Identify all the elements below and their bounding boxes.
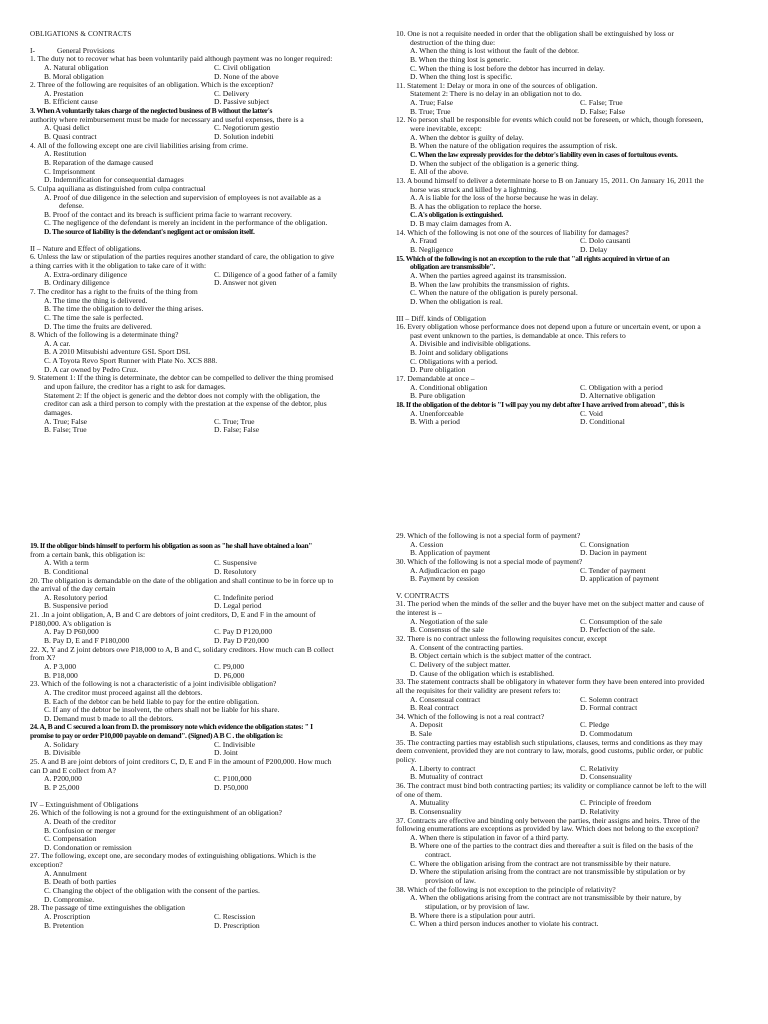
option: C. Changing the object of the obligation with the consent of the parties. <box>44 886 260 895</box>
options: A. P200,000 C. P100,000 <box>44 775 252 784</box>
option: D. A car owned by Pedro Cruz. <box>44 365 139 374</box>
options: B. Sale D. Commodatum <box>410 730 633 739</box>
page-1-right-column <box>396 30 746 427</box>
question-15: 15. Which of the following is not an exception to the rule that "all rights acquired in virtue of an <box>396 254 670 263</box>
option: C. A Toyota Revo Sport Runner with Plate No. XCS 888. <box>44 357 218 366</box>
option: B. When the law prohibits the transmission of rights. <box>410 280 570 289</box>
option: B. Where one of the parties to the contract dies and thereafter a suit is filed on the basis of the <box>410 842 693 851</box>
options: A. Prestation C. Delivery <box>44 89 250 98</box>
question-24-continued: promise to pay or order P10,000 payable on demand". (Signed) A B C . the obligation is: <box>30 732 283 741</box>
option: B. Each of the debtor can be held liable to pay for the entire obligation. <box>44 697 260 706</box>
section-heading: II – Nature and Effect of obligations. <box>30 244 142 253</box>
question-32: 32. There is no contract unless the following requisites concur, except <box>396 635 607 644</box>
question-25: 25. A and B are joint debtors of joint creditors C, D, E and F in the amount of P200,000. How much <box>30 758 332 767</box>
question-34: 34. Which of the following is not a real contract? <box>396 712 545 721</box>
option: C. If any of the debtor be insolvent, the others shall not be liable for his share. <box>44 706 280 715</box>
option: D. When the thing lost is specific. <box>410 73 513 82</box>
options: B. Consensus of the sale D. Perfection of the sale. <box>410 626 656 635</box>
question-31: 31. The period when the minds of the seller and the buyer have met on the subject matter and cause of <box>396 600 705 609</box>
question-8: 8. Which of the following is a determinate thing? <box>30 331 179 340</box>
document-page-2 <box>0 512 768 1024</box>
question-30: 30. Which of the following is not a special mode of payment? <box>396 557 583 566</box>
page-2-right-column <box>396 532 746 929</box>
question-11: 11. Statement 1: Delay or mora in one of the sources of obligation. <box>396 81 598 90</box>
options: B. Divisible D. Joint <box>44 749 238 758</box>
options: B. Moral obligation D. None of the above <box>44 72 279 81</box>
option: A. Restitution <box>44 150 87 159</box>
question-13-continued: horse was struck and killed by a lightning. <box>410 185 538 194</box>
question-17: 17. Demandable at once – <box>396 374 475 383</box>
question-31-continued: the interest is – <box>396 609 442 618</box>
question-12-continued: were inevitable, except: <box>410 125 482 134</box>
option: B. A has the obligation to replace the horse. <box>410 202 542 211</box>
option: D. The source of liability is the defendant's negligent act or omission itself. <box>44 228 255 237</box>
options: B. True; True D. False; False <box>410 107 626 116</box>
question-20: 20. The obligation is demandable on the date of the obligation and shall continue to be in force up to <box>30 576 334 585</box>
option: D. Cause of the obligation which is established. <box>410 669 554 678</box>
option: D. When the obligation is real. <box>410 297 503 306</box>
option: A. The creditor must proceed against all the debtors. <box>44 688 203 697</box>
question-21: 21. .In a joint obligation, A, B and C are debtors of joint creditors, D, E and F in the amount of <box>30 611 316 620</box>
option: D. When the subject of the obligation is a generic thing. <box>410 159 579 168</box>
question-16-continued: past event unknown to the parties, is demandable at once. This refers to <box>410 331 626 340</box>
options: A. Negotiation of the sale C. Consumption of the sale <box>410 617 663 626</box>
question-38: 38. Which of the following is not exception to the principle of relativity? <box>396 885 616 894</box>
question-27-continued: exception? <box>30 861 63 870</box>
question-15-continued: obligation are transmissible". <box>410 263 495 272</box>
option: A. Annulment <box>44 869 87 878</box>
question-6: 6. Unless the law or stipulation of the parties requires another standard of care, the obligation to give <box>30 253 335 262</box>
option: A. When the obligations arising from the contract are not transmissible by their nature, by <box>410 894 682 903</box>
question-7: 7. The creditor has a right to the fruits of the thing from <box>30 287 198 296</box>
question-22: 22. X, Y and Z joint debtors owe P18,000 to A, B and C, solidary creditors. How much can B collect <box>30 645 334 654</box>
option: B. When the thing lost is generic. <box>410 55 511 64</box>
option: B. Confusion or merger <box>44 826 116 835</box>
options: B. Mutuality of contract D. Consensuality <box>410 773 632 782</box>
option: stipulation, or by provision of law. <box>425 902 530 911</box>
question-9-continued: and upon failure, the creditor has a right to ask for damages. <box>44 382 226 391</box>
question-16: 16. Every obligation whose performance does not depend upon a future or uncertain event, or upon a <box>396 323 701 332</box>
option: A. When the parties agreed against its transmission. <box>410 271 567 280</box>
options: A. Liberty to contract C. Relativity <box>410 764 619 773</box>
options: A. Unenforceable C. Void <box>410 409 603 418</box>
option: B. Where there is a stipulation pour autri. <box>410 911 535 920</box>
options: B. Application of payment D. Dacion in payment <box>410 549 647 558</box>
options: B. Ordinary diligence D. Answer not given <box>44 279 277 288</box>
option: provision of law. <box>425 876 476 885</box>
question-35-continued: deem convenient, provided they are not contrary to law, morals, good customs, public order, or public <box>396 747 704 756</box>
option: C. The time the sale is perfected. <box>44 313 144 322</box>
option: C. When the law expressly provides for the debtor's liability even in cases of fortuitous events. <box>410 150 678 159</box>
page-1-left-column <box>30 30 382 435</box>
option: D. B may claim damages from A. <box>410 220 512 229</box>
option: D. Compromise. <box>44 895 95 904</box>
question-37-continued: following enumerations are exceptions as provided by law. Which does not belong to the exception? <box>396 825 699 834</box>
option: D. Condonation or remission <box>44 843 132 852</box>
options: A. True; False C. False; True <box>410 99 623 108</box>
options: B. With a period D. Conditional <box>410 418 625 427</box>
options: B. Quasi contract D. Solution indebiti <box>44 133 274 142</box>
option: C. Imprisonment <box>44 167 96 176</box>
option: B. Object certain which is the subject matter of the contract. <box>410 652 592 661</box>
question-35: 35. The contracting parties may establish such stipulations, clauses, terms and conditions as they may <box>396 738 703 747</box>
section-heading: III – Diff. kinds of Obligation <box>396 314 486 323</box>
question-10: 10. One is not a requisite needed in order that the obligation shall be extinguished by loss or <box>396 30 674 38</box>
options: B. Payment by cession D. application of payment <box>410 575 659 584</box>
question-20-continued: the arrival of the day certain <box>30 585 116 594</box>
question-33: 33. The statement contracts shall be obligatory in whatever form they have been entered into provided <box>396 678 705 687</box>
options: A. Natural obligation C. Civil obligation <box>44 63 271 72</box>
section-heading: I- General Provisions <box>30 46 115 55</box>
options: B. Real contract D. Formal contract <box>410 704 638 713</box>
question-23: 23. Which of the following is not a characteristic of a joint indivisible obligation? <box>30 680 277 689</box>
options: B. Efficient cause D. Passive subject <box>44 98 270 107</box>
question-9-continued: creditor can ask a third person to comply with the prestation at the expense of the debtor, plus <box>44 400 327 409</box>
question-3: 3. When A voluntarily takes charge of the neglected business of B without the latter's <box>30 107 273 116</box>
question-19: 19. If the obligor binds himself to perform his obligation as soon as "he shall have obtained a loan" <box>30 542 313 550</box>
option: C. The negligence of the defendant is merely an incident in the performance of the obligation. <box>44 219 328 228</box>
options: A. Quasi delict C. Negotiorum gestio <box>44 124 280 133</box>
question-11-continued: Statement 2: There is no delay in an obligation not to do. <box>410 90 582 99</box>
options: B. Conditional D. Resolutory <box>44 567 257 576</box>
option: D. Demand must b made to all the debtors. <box>44 714 174 723</box>
option: C. Obligations with a period. <box>410 357 498 366</box>
options: B. Consensuality D. Relativity <box>410 807 619 816</box>
page-2-left-column <box>30 542 382 930</box>
option: A. When there is stipulation in favor of a third party. <box>410 833 569 842</box>
question-27: 27. The following, except one, are secondary modes of extinguishing obligations. Which is the <box>30 852 316 861</box>
options: B. Negligence D. Delay <box>410 246 608 255</box>
option: C. Where the obligation arising from the contract are not transmissible by their nature. <box>410 859 671 868</box>
option: B. When the nature of the obligation requires the assumption of risk. <box>410 142 618 151</box>
option: E. All of the above. <box>410 168 469 177</box>
option: A. Divisible and indivisible obligations. <box>410 340 531 349</box>
question-9-continued: damages. <box>44 408 73 417</box>
options: A. Deposit C. Pledge <box>410 721 610 730</box>
option: D. The time the fruits are delivered. <box>44 322 152 331</box>
options: B. Pretention D. Prescription <box>44 921 260 930</box>
options: A. Pay D P60,000 C. Pay D P120,000 <box>44 628 273 637</box>
option: B. Joint and solidary obligations <box>410 349 508 358</box>
question-25-continued: can D and E collect from A? <box>30 766 116 775</box>
question-37: 37. Contracts are effective and binding only between the parties, their assigns and heirs. Three of the <box>396 816 700 825</box>
question-5: 5. Culpa aquiliana as distinguished from culpa contractual <box>30 184 206 193</box>
options: B. P 25,000 D. P50,000 <box>44 783 249 792</box>
option: contract. <box>425 851 452 860</box>
document-title: OBLIGATIONS & CONTRACTS <box>30 30 132 38</box>
options: A. Resolutory period C. Indefinite period <box>44 593 274 602</box>
question-13: 13. A bound himself to deliver a determinate horse to B on January 15, 2011. On January 16, 2011 the <box>396 176 704 185</box>
options: A. Mutuality C. Principle of freedom <box>410 799 652 808</box>
option: A. Proof of due diligence in the selection and supervision of employees is not available as a <box>44 193 321 202</box>
option: A. Consent of the contracting parties. <box>410 643 523 652</box>
question-10-continued: destruction of the thing due: <box>410 38 496 47</box>
question-14: 14. Which of the following is not one of the sources of liability for damages? <box>396 228 629 237</box>
question-22-continued: from X? <box>30 654 56 663</box>
question-35-continued: policy. <box>396 756 417 765</box>
question-33-continued: all the requisites for their validity are present refers to: <box>396 686 561 695</box>
option: defense. <box>59 202 84 211</box>
option: B. Proof of the contact and its breach is sufficient prima facie to warrant recovery. <box>44 210 292 219</box>
options: A. Fraud C. Dolo causanti <box>410 237 631 246</box>
options: A. Proscription C. Rescission <box>44 912 256 921</box>
question-21-continued: P180,000. A's obligation is <box>30 619 112 628</box>
option: D. Indemnification for consequential damages <box>44 176 184 185</box>
option: A. Death of the creditor <box>44 817 116 826</box>
option: C. Delivery of the subject matter. <box>410 660 511 669</box>
question-18: 18. If the obligation of the debtor is "I will pay you my debt after I have arrived from abroad", this is <box>396 400 685 409</box>
option: C. When the thing is lost before the debtor has incurred in delay. <box>410 64 605 73</box>
option: D. Pure obligation <box>410 366 466 375</box>
question-36-continued: of one of them. <box>396 790 443 799</box>
options: A. Extra-ordinary diligence C. Diligence of a good father of a family <box>44 270 338 279</box>
option: B. Reparation of the damage caused <box>44 158 153 167</box>
options: B. Pay D, E and F P180,000 D. Pay D P20,000 <box>44 637 269 646</box>
options: A. Consensual contract C. Solemn contract <box>410 695 639 704</box>
option: C. When the nature of the obligation is purely personal. <box>410 289 578 298</box>
option: B. A 2010 Mitsubishi adventure GSL Sport DSL <box>44 348 191 357</box>
option: A. When the thing is lost without the fault of the debtor. <box>410 47 580 56</box>
options: A. P 3,000 C. P9,000 <box>44 662 244 671</box>
option: B. Death of both parties <box>44 878 117 887</box>
question-24: 24. A, B and C secured a loan from D. the promissory note which evidence the obligation states: " I <box>30 723 313 732</box>
question-9: 9. Statement 1: If the thing is determinate, the debtor can be compelled to deliver the thing promised <box>30 374 334 383</box>
question-2: 2. Three of the following are requisites of an obligation. Which is the exception? <box>30 81 274 90</box>
question-19-continued: from a certain bank, this obligation is: <box>30 550 146 559</box>
options: A. Solidary C. Indivisible <box>44 740 256 749</box>
question-12: 12. No person shall be responsible for events which could not be foreseen, or which, though foreseen, <box>396 116 704 125</box>
options: A. Adjudicacion en pago C. Tender of payment <box>410 566 646 575</box>
options: A. With a term C. Suspensive <box>44 559 257 568</box>
question-3-continued: authority where reimbursement must be made for necessary and useful expenses, there is a <box>30 115 304 124</box>
options: B. False; True D. False; False <box>44 426 260 435</box>
question-1: 1. The duty not to recover what has been voluntarily paid although payment was no longer required: <box>30 55 333 64</box>
question-9-continued: Statement 2: If the object is generic and the debtor does not comply with the obligation, the <box>44 391 321 400</box>
options: B. P18,000 D. P6,000 <box>44 671 245 680</box>
options: A. True; False C. True; True <box>44 417 255 426</box>
option: A. The time the thing is delivered. <box>44 296 148 305</box>
question-6-continued: a thing carries with it the obligation to take care of it with: <box>30 262 207 271</box>
option: D. Where the stipulation arising from the contract are not transmissible by stipulation or by <box>410 868 686 877</box>
option: A. A is liable for the loss of the horse because he was in delay. <box>410 194 599 203</box>
options: B. Suspensive period D. Legal period <box>44 602 262 611</box>
option: C. Compensation <box>44 835 97 844</box>
options: A. Conditional obligation C. Obligation with a period <box>410 383 663 392</box>
question-29: 29. Which of the following is not a special form of payment? <box>396 532 581 540</box>
section-heading: V. CONTRACTS <box>396 591 450 600</box>
options: B. Pure obligation D. Alternative obligation <box>410 392 656 401</box>
question-4: 4. All of the following except one are civil liabilities arising from crime. <box>30 141 248 150</box>
option: A. When the debtor is guilty of delay. <box>410 133 524 142</box>
option: A. A car. <box>44 339 71 348</box>
section-heading: IV – Extinguishment of Obligations <box>30 800 139 809</box>
question-28: 28. The passage of time extinguishes the obligation <box>30 904 185 913</box>
option: C. When a third person induces another to violate his contract. <box>410 920 599 929</box>
option: C. A's obligation is extinguished. <box>410 211 503 220</box>
option: B. The time the obligation to deliver the thing arises. <box>44 305 204 314</box>
question-36: 36. The contract must bind both contracting parties; its validity or compliance cannot be left to the will <box>396 781 707 790</box>
question-26: 26. Which of the following is not a ground for the extinguishment of an obligation? <box>30 809 283 818</box>
options: A. Cession C. Consignation <box>410 540 630 549</box>
